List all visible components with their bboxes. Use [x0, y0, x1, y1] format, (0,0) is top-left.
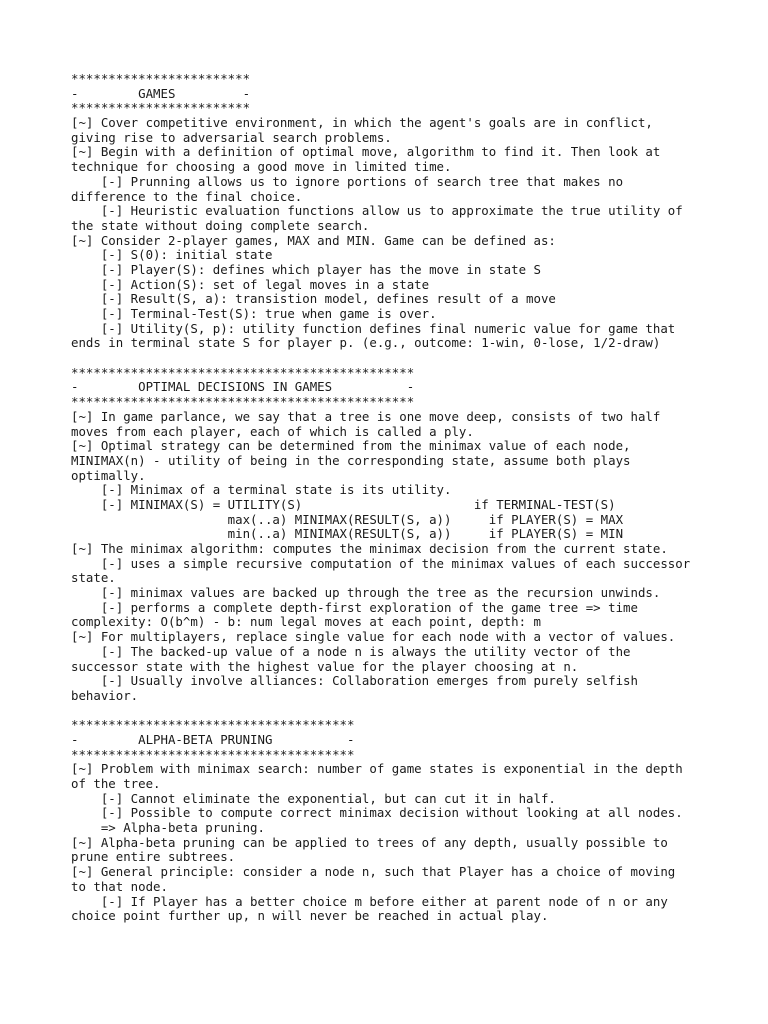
bullet-main: [~] In game parlance, we say that a tree is one move deep, consists of two half	[71, 408, 661, 424]
bullet-main: [~] Cover competitive environment, in which the agent's goals are in conflict,	[71, 115, 653, 131]
text-line: giving rise to adversarial search problems.	[71, 129, 392, 145]
text-line: min(..a) MINIMAX(RESULT(S, a)) if PLAYER(S) = MIN	[71, 526, 624, 542]
text-line: technique for choosing a good move in limited time.	[71, 159, 452, 175]
bullet-sub: [-] minimax values are backed up through the tree as the recursion unwinds.	[71, 585, 661, 601]
section-heading: - GAMES -	[71, 85, 251, 101]
bullet-sub: [-] uses a simple recursive computation of the minimax values of each successor	[71, 555, 691, 571]
text-line: complexity: O(b^m) - b: num legal moves at each point, depth: m	[71, 614, 541, 630]
bullet-sub: [-] Cannot eliminate the exponential, but can cut it in half.	[71, 790, 556, 806]
section-heading: - ALPHA-BETA PRUNING -	[71, 731, 355, 747]
text-line: choice point further up, n will never be reached in actual play.	[71, 908, 549, 924]
bullet-sub: [-] MINIMAX(S) = UTILITY(S) if TERMINAL-TEST(S)	[71, 496, 616, 512]
bullet-main: [~] For multiplayers, replace single value for each node with a vector of values.	[71, 629, 676, 645]
text-line: to that node.	[71, 878, 168, 894]
bullet-sub: [-] Player(S): defines which player has the move in state S	[71, 261, 541, 277]
bullet-sub: [-] performs a complete depth-first exploration of the game tree => time	[71, 599, 638, 615]
bullet-sub: [-] Usually involve alliances: Collaboration emerges from purely selfish	[71, 673, 638, 689]
bullet-sub: [-] Heuristic evaluation functions allow us to approximate the true utility of	[71, 203, 683, 219]
bullet-main: [~] General principle: consider a node n, such that Player has a choice of moving	[71, 864, 676, 880]
bullet-sub: [-] Minimax of a terminal state is its utility.	[71, 482, 452, 498]
blank-line	[71, 704, 690, 719]
bullet-sub: => Alpha-beta pruning.	[71, 820, 265, 836]
bullet-main: [~] The minimax algorithm: computes the minimax decision from the current state.	[71, 541, 668, 556]
text-line: ends in terminal state S for player p. (e.g., outcome: 1-win, 0-lose, 1/2-draw)	[71, 335, 661, 351]
text-line: successor state with the highest value for the player choosing at n.	[71, 658, 579, 674]
text-line: MINIMAX(n) - utility of being in the corresponding state, assume both plays	[71, 452, 631, 468]
text-line: behavior.	[71, 687, 139, 703]
section-rule: ************************	[71, 100, 251, 116]
bullet-main: [~] Optimal strategy can be determined from the minimax value of each node,	[71, 438, 631, 454]
bullet-sub: [-] Result(S, a): transistion model, defines result of a move	[71, 291, 556, 307]
bullet-sub: [-] The backed-up value of a node n is always the utility vector of the	[71, 643, 631, 659]
bullet-sub: [-] Prunning allows us to ignore portions of search tree that makes no	[71, 173, 624, 189]
text-line: prune entire subtrees.	[71, 849, 236, 865]
bullet-sub: [-] S(0): initial state	[71, 247, 273, 263]
section-rule: ************************	[71, 71, 251, 86]
bullet-sub: [-] Action(S): set of legal moves in a state	[71, 276, 430, 292]
bullet-sub: [-] Possible to compute correct minimax decision without looking at all nodes.	[71, 805, 683, 821]
document-body	[71, 72, 690, 924]
text-line: difference to the final choice.	[71, 188, 303, 204]
section-heading: - OPTIMAL DECISIONS IN GAMES -	[71, 379, 415, 395]
bullet-sub: [-] Terminal-Test(S): true when game is over.	[71, 306, 437, 321]
bullet-main: [~] Alpha-beta pruning can be applied to trees of any depth, usually possible to	[71, 834, 668, 850]
section-rule: **********************************************	[71, 394, 415, 410]
blank-line	[71, 351, 690, 366]
section-rule: **************************************	[71, 717, 355, 733]
section-rule: **************************************	[71, 746, 355, 762]
text-line: of the tree.	[71, 776, 161, 791]
text-line: moves from each player, each of which is called a ply.	[71, 423, 474, 439]
text-line: max(..a) MINIMAX(RESULT(S, a)) if PLAYER(S) = MAX	[71, 511, 624, 527]
bullet-sub: [-] If Player has a better choice m before either at parent node of n or any	[71, 893, 668, 909]
text-line: state.	[71, 570, 116, 586]
bullet-main: [~] Problem with minimax search: number of game states is exponential in the depth	[71, 761, 683, 777]
text-line: optimally.	[71, 467, 146, 483]
section-rule: **********************************************	[71, 364, 415, 380]
text-line: the state without doing complete search.	[71, 217, 370, 233]
bullet-sub: [-] Utility(S, p): utility function defines final numeric value for game that	[71, 320, 676, 336]
bullet-main: [~] Begin with a definition of optimal move, algorithm to find it. Then look at	[71, 144, 661, 160]
bullet-main: [~] Consider 2-player games, MAX and MIN. Game can be defined as:	[71, 232, 556, 248]
